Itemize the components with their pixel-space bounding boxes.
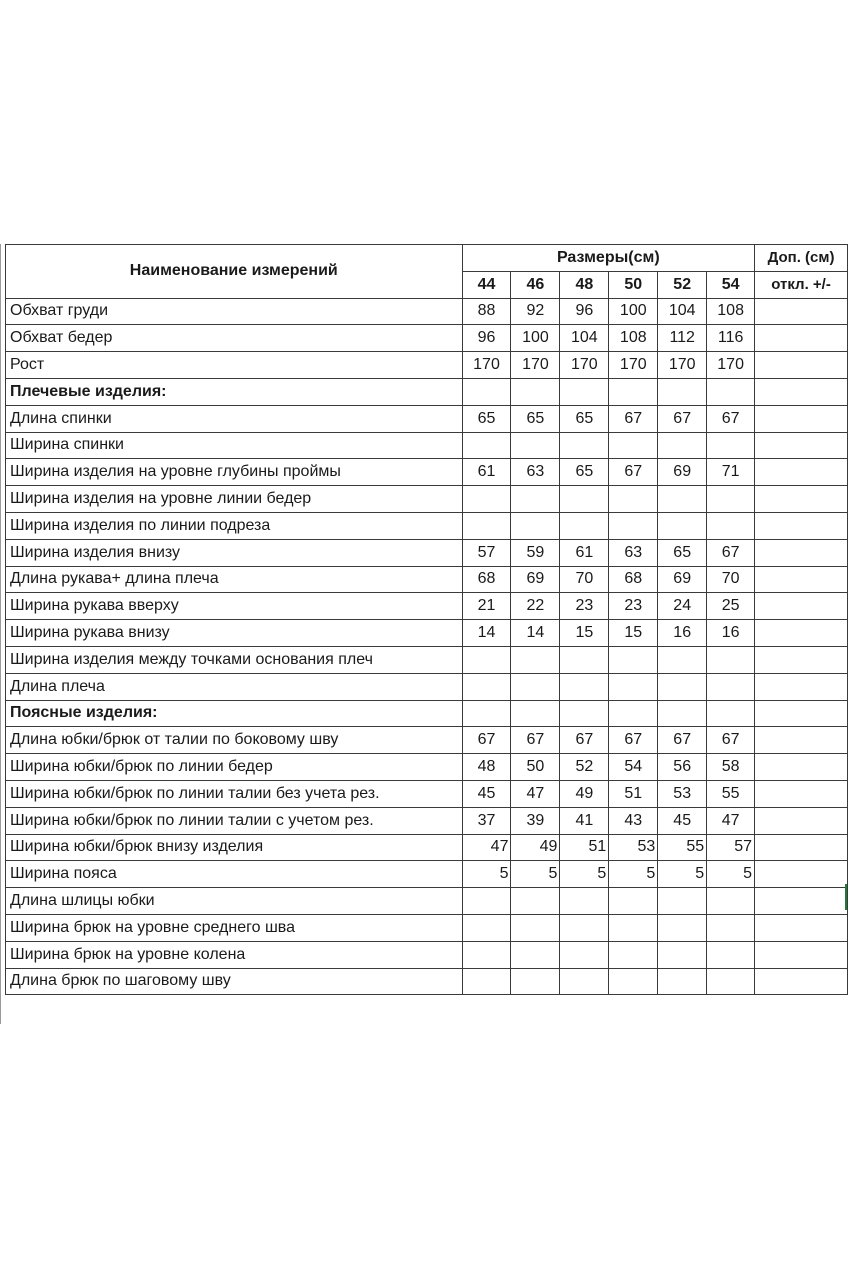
size-value-cell	[462, 888, 511, 915]
size-value-cell	[511, 673, 560, 700]
size-value-cell: 67	[658, 405, 707, 432]
size-value-cell	[560, 432, 609, 459]
size-value-cell	[707, 941, 755, 968]
size-value-cell: 51	[560, 834, 609, 861]
tolerance-cell	[755, 888, 848, 915]
measurement-name: Рост	[6, 352, 463, 379]
size-value-cell	[560, 673, 609, 700]
tolerance-cell	[755, 486, 848, 513]
size-value-cell: 170	[707, 352, 755, 379]
size-value-cell: 48	[462, 754, 511, 781]
size-value-cell	[462, 378, 511, 405]
size-value-cell	[560, 486, 609, 513]
tolerance-cell	[755, 459, 848, 486]
size-value-cell: 67	[707, 405, 755, 432]
size-value-cell	[511, 486, 560, 513]
table-row	[6, 941, 848, 968]
size-chart-table	[5, 244, 848, 995]
tolerance-cell	[755, 780, 848, 807]
size-value-cell: 63	[609, 539, 658, 566]
size-value-cell	[609, 673, 658, 700]
size-header: 50	[609, 271, 658, 298]
size-value-cell: 59	[511, 539, 560, 566]
measurement-name: Длина рукава+ длина плеча	[6, 566, 463, 593]
size-value-cell	[511, 968, 560, 995]
size-value-cell	[560, 888, 609, 915]
size-value-cell: 63	[511, 459, 560, 486]
size-value-cell: 69	[658, 459, 707, 486]
size-header: 44	[462, 271, 511, 298]
size-value-cell: 47	[511, 780, 560, 807]
size-value-cell: 68	[609, 566, 658, 593]
size-value-cell: 55	[658, 834, 707, 861]
tolerance-cell	[755, 968, 848, 995]
size-value-cell	[658, 914, 707, 941]
size-header: 46	[511, 271, 560, 298]
size-value-cell: 67	[658, 727, 707, 754]
size-value-cell: 67	[609, 405, 658, 432]
measurement-name: Ширина спинки	[6, 432, 463, 459]
table-row	[6, 432, 848, 459]
size-value-cell	[609, 646, 658, 673]
tolerance-cell	[755, 512, 848, 539]
measurement-name: Длина спинки	[6, 405, 463, 432]
table-row	[6, 512, 848, 539]
size-value-cell	[462, 486, 511, 513]
table-row	[6, 914, 848, 941]
size-value-cell: 21	[462, 593, 511, 620]
size-value-cell	[560, 941, 609, 968]
size-value-cell: 41	[560, 807, 609, 834]
table-row	[6, 754, 848, 781]
measurement-name: Длина брюк по шаговому шву	[6, 968, 463, 995]
size-value-cell: 5	[462, 861, 511, 888]
size-value-cell: 170	[462, 352, 511, 379]
size-value-cell: 39	[511, 807, 560, 834]
tolerance-cell	[755, 834, 848, 861]
size-value-cell: 47	[707, 807, 755, 834]
tolerance-cell	[755, 539, 848, 566]
header-row-top	[6, 245, 848, 272]
size-value-cell: 5	[609, 861, 658, 888]
size-value-cell	[462, 646, 511, 673]
size-value-cell	[560, 646, 609, 673]
size-value-cell: 15	[560, 620, 609, 647]
size-value-cell: 170	[511, 352, 560, 379]
tolerance-cell	[755, 914, 848, 941]
size-value-cell: 100	[511, 325, 560, 352]
size-value-cell	[658, 673, 707, 700]
table-row	[6, 620, 848, 647]
size-value-cell	[560, 700, 609, 727]
size-value-cell: 15	[609, 620, 658, 647]
measurement-name: Ширина пояса	[6, 861, 463, 888]
size-value-cell: 170	[609, 352, 658, 379]
size-value-cell: 14	[511, 620, 560, 647]
size-value-cell: 57	[707, 834, 755, 861]
size-value-cell: 5	[707, 861, 755, 888]
size-value-cell	[707, 432, 755, 459]
tolerance-cell	[755, 325, 848, 352]
size-value-cell: 50	[511, 754, 560, 781]
size-value-cell: 116	[707, 325, 755, 352]
measurement-name: Ширина юбки/брюк по линии талии без учета рез.	[6, 780, 463, 807]
size-value-cell: 67	[560, 727, 609, 754]
measurement-name: Ширина юбки/брюк внизу изделия	[6, 834, 463, 861]
size-value-cell: 24	[658, 593, 707, 620]
size-value-cell: 57	[462, 539, 511, 566]
size-value-cell: 53	[658, 780, 707, 807]
measurement-name: Обхват груди	[6, 298, 463, 325]
column-header-extra-sub: откл. +/-	[755, 271, 848, 298]
size-value-cell	[609, 700, 658, 727]
size-value-cell: 51	[609, 780, 658, 807]
size-value-cell: 58	[707, 754, 755, 781]
size-value-cell: 96	[462, 325, 511, 352]
table-row	[6, 700, 848, 727]
table-row	[6, 325, 848, 352]
size-value-cell: 67	[609, 459, 658, 486]
size-value-cell: 45	[658, 807, 707, 834]
size-value-cell	[658, 378, 707, 405]
size-value-cell: 53	[609, 834, 658, 861]
column-header-extra: Доп. (см)	[755, 245, 848, 272]
size-value-cell	[658, 941, 707, 968]
measurement-name: Ширина рукава вверху	[6, 593, 463, 620]
size-value-cell: 23	[609, 593, 658, 620]
tolerance-cell	[755, 352, 848, 379]
size-value-cell	[511, 512, 560, 539]
size-value-cell: 88	[462, 298, 511, 325]
tolerance-cell	[755, 378, 848, 405]
size-value-cell	[707, 888, 755, 915]
size-header: 54	[707, 271, 755, 298]
section-title: Плечевые изделия:	[6, 378, 463, 405]
size-value-cell	[707, 673, 755, 700]
size-value-cell: 52	[560, 754, 609, 781]
size-value-cell: 108	[609, 325, 658, 352]
table-row	[6, 834, 848, 861]
section-title: Поясные изделия:	[6, 700, 463, 727]
table-row	[6, 405, 848, 432]
size-value-cell: 96	[560, 298, 609, 325]
size-value-cell	[609, 512, 658, 539]
size-value-cell: 67	[462, 727, 511, 754]
size-value-cell	[462, 432, 511, 459]
size-value-cell: 56	[658, 754, 707, 781]
tolerance-cell	[755, 593, 848, 620]
size-value-cell	[609, 888, 658, 915]
table-row	[6, 780, 848, 807]
size-value-cell: 67	[511, 727, 560, 754]
size-value-cell	[462, 914, 511, 941]
table-row	[6, 378, 848, 405]
measurement-name: Ширина брюк на уровне среднего шва	[6, 914, 463, 941]
tolerance-cell	[755, 620, 848, 647]
size-value-cell	[658, 512, 707, 539]
table-row	[6, 673, 848, 700]
tolerance-cell	[755, 700, 848, 727]
size-value-cell: 16	[658, 620, 707, 647]
size-value-cell: 170	[658, 352, 707, 379]
table-row	[6, 593, 848, 620]
measurement-name: Длина юбки/брюк от талии по боковому шву	[6, 727, 463, 754]
size-value-cell	[707, 378, 755, 405]
table-row	[6, 968, 848, 995]
tolerance-cell	[755, 807, 848, 834]
size-value-cell: 70	[707, 566, 755, 593]
size-value-cell	[707, 914, 755, 941]
size-value-cell	[462, 512, 511, 539]
size-value-cell	[462, 968, 511, 995]
measurement-name: Ширина изделия по линии подреза	[6, 512, 463, 539]
measurement-name: Ширина брюк на уровне колена	[6, 941, 463, 968]
column-header-sizes: Размеры(см)	[462, 245, 755, 272]
size-value-cell	[511, 941, 560, 968]
size-value-cell: 92	[511, 298, 560, 325]
tolerance-cell	[755, 673, 848, 700]
size-value-cell: 5	[658, 861, 707, 888]
size-value-cell: 14	[462, 620, 511, 647]
size-value-cell: 65	[658, 539, 707, 566]
tolerance-cell	[755, 298, 848, 325]
tolerance-cell	[755, 727, 848, 754]
size-value-cell: 22	[511, 593, 560, 620]
size-value-cell	[511, 432, 560, 459]
table-row	[6, 539, 848, 566]
size-value-cell	[609, 914, 658, 941]
size-value-cell: 55	[707, 780, 755, 807]
tolerance-cell	[755, 941, 848, 968]
size-value-cell: 100	[609, 298, 658, 325]
size-value-cell	[609, 432, 658, 459]
size-value-cell	[462, 941, 511, 968]
table-row	[6, 298, 848, 325]
size-value-cell: 47	[462, 834, 511, 861]
size-value-cell	[609, 486, 658, 513]
table-row	[6, 459, 848, 486]
measurement-name: Обхват бедер	[6, 325, 463, 352]
size-value-cell: 108	[707, 298, 755, 325]
size-value-cell	[609, 968, 658, 995]
size-value-cell: 65	[560, 405, 609, 432]
size-value-cell	[658, 700, 707, 727]
tolerance-cell	[755, 861, 848, 888]
selection-marker	[845, 884, 847, 910]
size-value-cell: 69	[511, 566, 560, 593]
size-value-cell	[511, 700, 560, 727]
size-value-cell: 49	[511, 834, 560, 861]
size-value-cell: 69	[658, 566, 707, 593]
table-row	[6, 861, 848, 888]
size-value-cell	[511, 646, 560, 673]
table-row	[6, 807, 848, 834]
measurement-name: Длина плеча	[6, 673, 463, 700]
size-value-cell	[511, 914, 560, 941]
size-value-cell: 67	[707, 539, 755, 566]
sheet-left-edge	[0, 244, 1, 1024]
size-value-cell	[511, 888, 560, 915]
size-value-cell	[560, 512, 609, 539]
size-value-cell	[560, 968, 609, 995]
table-row	[6, 888, 848, 915]
size-header: 48	[560, 271, 609, 298]
size-value-cell: 170	[560, 352, 609, 379]
size-value-cell: 65	[511, 405, 560, 432]
tolerance-cell	[755, 646, 848, 673]
size-value-cell: 45	[462, 780, 511, 807]
size-value-cell: 5	[511, 861, 560, 888]
size-value-cell	[658, 968, 707, 995]
size-value-cell: 54	[609, 754, 658, 781]
measurement-name: Ширина изделия между точками основания плеч	[6, 646, 463, 673]
table-row	[6, 352, 848, 379]
size-value-cell: 104	[560, 325, 609, 352]
size-value-cell	[560, 914, 609, 941]
tolerance-cell	[755, 432, 848, 459]
size-value-cell	[707, 968, 755, 995]
size-value-cell: 61	[560, 539, 609, 566]
size-value-cell: 70	[560, 566, 609, 593]
size-value-cell: 67	[707, 727, 755, 754]
size-value-cell	[707, 512, 755, 539]
size-value-cell: 68	[462, 566, 511, 593]
size-value-cell	[707, 700, 755, 727]
size-value-cell	[609, 378, 658, 405]
measurement-name: Ширина изделия на уровне линии бедер	[6, 486, 463, 513]
size-value-cell: 49	[560, 780, 609, 807]
measurement-name: Ширина юбки/брюк по линии бедер	[6, 754, 463, 781]
tolerance-cell	[755, 754, 848, 781]
measurement-name: Ширина изделия на уровне глубины проймы	[6, 459, 463, 486]
measurement-name: Ширина юбки/брюк по линии талии с учетом рез.	[6, 807, 463, 834]
size-value-cell: 61	[462, 459, 511, 486]
size-value-cell	[462, 700, 511, 727]
size-value-cell	[658, 486, 707, 513]
size-value-cell: 112	[658, 325, 707, 352]
size-value-cell: 43	[609, 807, 658, 834]
size-value-cell	[658, 432, 707, 459]
tolerance-cell	[755, 405, 848, 432]
size-value-cell: 67	[609, 727, 658, 754]
size-value-cell	[511, 378, 560, 405]
size-value-cell	[658, 888, 707, 915]
size-header: 52	[658, 271, 707, 298]
measurement-name: Ширина изделия внизу	[6, 539, 463, 566]
size-value-cell	[560, 378, 609, 405]
size-value-cell	[707, 646, 755, 673]
table-row	[6, 646, 848, 673]
table-row	[6, 486, 848, 513]
column-header-name: Наименование измерений	[6, 245, 463, 299]
size-value-cell	[658, 646, 707, 673]
size-value-cell: 16	[707, 620, 755, 647]
size-value-cell: 25	[707, 593, 755, 620]
size-value-cell: 23	[560, 593, 609, 620]
size-value-cell	[707, 486, 755, 513]
tolerance-cell	[755, 566, 848, 593]
size-value-cell: 65	[560, 459, 609, 486]
table-row	[6, 566, 848, 593]
table-row	[6, 727, 848, 754]
size-value-cell: 37	[462, 807, 511, 834]
measurement-name: Длина шлицы юбки	[6, 888, 463, 915]
size-value-cell: 104	[658, 298, 707, 325]
size-value-cell: 5	[560, 861, 609, 888]
size-value-cell: 71	[707, 459, 755, 486]
size-value-cell	[609, 941, 658, 968]
size-value-cell: 65	[462, 405, 511, 432]
size-value-cell	[462, 673, 511, 700]
measurement-name: Ширина рукава внизу	[6, 620, 463, 647]
